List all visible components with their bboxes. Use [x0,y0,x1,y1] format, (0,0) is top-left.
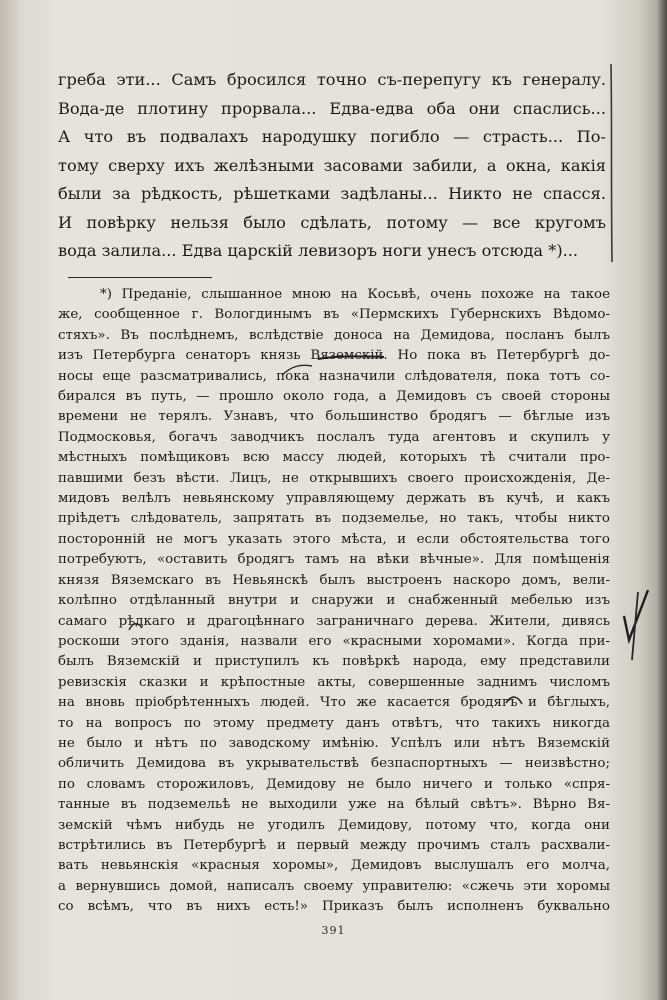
footnote-line: роскоши этого зданія, назвали его «красными хоромами». Когда при- [58,633,610,649]
footnote-line: встрѣтились въ Петербургѣ и первый между прочимъ сталъ расхвали- [58,837,610,853]
footnote-line: колѣпно отдѣланный внутри и снаружи и снабженный мебелью изъ [58,593,610,609]
footnote-line: Подмосковья, богачъ заводчикъ послалъ туда агентовъ и скупилъ у [58,429,610,445]
main-line: греба эти... Самъ бросился точно съ-перепугу къ генералу. [58,70,606,89]
page-number: 391 [321,924,346,937]
main-line: И повѣрку нельзя было сдѣлать, потому — все кругомъ [58,212,606,232]
main-line: были за рѣдкость, рѣшетками задѣланы... Никто не спасся. [58,184,606,203]
footnote-line: князя Вяземскаго въ Невьянскѣ былъ выстроенъ наскоро домъ, вели- [58,572,610,588]
main-text [58,66,606,266]
margin-pencil-line-top [611,64,612,262]
footnote-line: былъ Вяземскій и приступилъ къ повѣркѣ народа, ему представили [58,654,610,670]
footnote-line: же, сообщенное г. Вологдинымъ въ «Пермскихъ Губернскихъ Вѣдомо- [58,307,610,323]
footnote-line: изъ Петербурга сенаторъ князь Вяземскій. Но пока въ Петербургѣ до- [58,348,610,364]
footnote-separator [68,277,212,278]
footnote-line: мидовъ велѣлъ невьянскому управляющему держать въ кучѣ, и какъ [58,491,610,507]
footnote-line: *) Преданіе, слышанное мною на Косьвѣ, очень похоже на такое [100,287,610,302]
footnote-line: пріѣдетъ слѣдователь, запрятать въ подземелье, но такъ, чтобы никто [58,511,610,527]
footnote-line: не было и нѣтъ по заводскому имѣнію. Успѣлъ или нѣтъ Вяземскій [58,735,610,751]
footnote-line: танные въ подземельѣ не выходили уже на бѣлый свѣтъ». Вѣрно Вя- [58,797,610,813]
footnote-line: времени не терялъ. Узнавъ, что большинство бродягъ — бѣглые изъ [58,409,610,425]
margin-check-mark [624,590,648,640]
footnote-line: самаго рѣдкаго и драгоцѣннаго заграничнаго дерева. Жители, дивясь [58,613,610,629]
footnote-line: на вновь пріобрѣтенныхъ людей. Что же касается бродягъ и бѣглыхъ, [58,695,610,711]
footnote-line: вать невьянскія «красныя хоромы», Демидовъ выслушалъ его молча, [58,858,610,874]
footnote-line: по словамъ сторожиловъ, Демидову не было ничего и только «спря- [58,776,610,792]
footnote-text [58,285,610,918]
margin-pencil-line-bottom [632,592,638,660]
main-line: А что въ подвалахъ народушку погибло — страсть... По- [58,127,606,146]
footnote-line: носы еще разсматривались, пока назначили слѣдователя, пока тотъ со- [58,368,610,384]
page-edge-shadow [657,0,667,1000]
footnote-line: посторонній не могъ указать этого мѣста, и если обстоятельства того [58,531,610,547]
footnote-line: со всѣмъ, что въ нихъ есть!» Приказъ былъ исполненъ буквально [58,899,610,915]
footnote-line: а вернувшись домой, написалъ своему управителю: «сжечь эти хоромы [58,878,610,894]
main-line: вода залила... Едва царскій левизоръ ноги унесъ отсюда *)... [58,241,579,260]
footnote-line: ревизскія сказки и крѣпостные акты, совершенные заднимъ числомъ [58,674,610,690]
main-line: Вода-де плотину прорвала... Едва-едва оба они спаслись... [58,98,606,118]
footnote-line: обличить Демидова въ укрывательствѣ безпаспортныхъ — неизвѣстно; [58,756,610,772]
footnote-line: павшими безъ вѣсти. Лицъ, не открывшихъ своего происхожденія, Де- [58,470,610,486]
footnote-line: земскій чѣмъ нибудь не угодилъ Демидову, потому что, когда они [58,817,610,833]
footnote-line: то на вопросъ по этому предмету данъ отвѣтъ, что такихъ никогда [58,715,610,731]
footnote-line: потребуютъ, «оставить бродягъ тамъ на вѣки вѣчные». Для помѣщенія [58,552,610,568]
footnote-line: бирался въ путь, — прошло около года, а Демидовъ съ своей стороны [58,389,610,405]
footnote-line: мѣстныхъ помѣщиковъ всю массу людей, которыхъ тѣ считали про- [58,450,610,466]
footnote-line: стяхъ». Въ послѣднемъ, вслѣдствіе доноса на Демидова, посланъ былъ [58,327,610,343]
main-line: тому сверху ихъ желѣзными засовами забили, а окна, какія [58,155,606,175]
